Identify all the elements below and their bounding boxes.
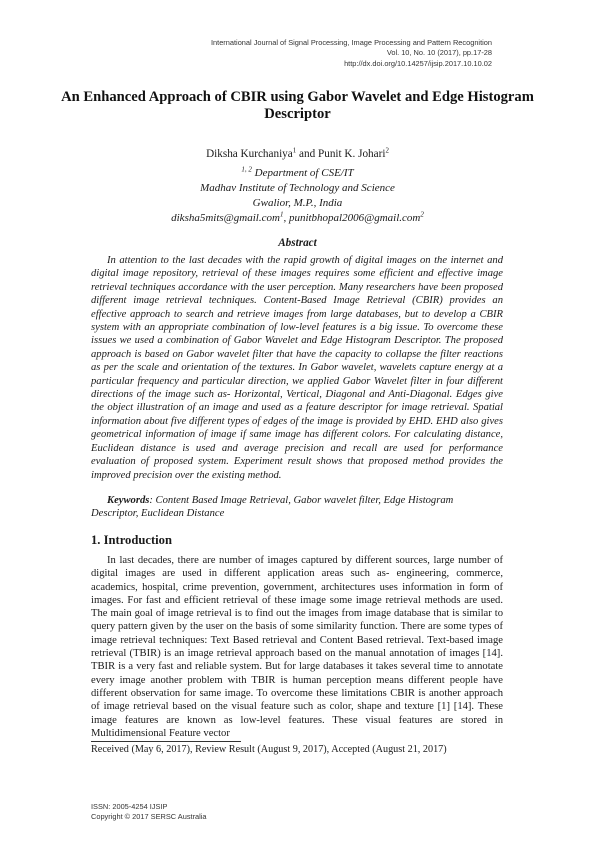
email-1-sup: 1 bbox=[279, 210, 284, 219]
footnote-divider bbox=[91, 741, 241, 742]
author-1-sup: 1 bbox=[292, 146, 297, 155]
email-1[interactable]: diksha5mits@gmail.com bbox=[171, 212, 280, 224]
doi-link[interactable]: http://dx.doi.org/10.14257/ijsip.2017.10.10.02 bbox=[344, 58, 492, 68]
city: Gwalior, M.P., India bbox=[252, 197, 343, 209]
author-2-sup: 2 bbox=[385, 146, 389, 155]
email-separator: , bbox=[283, 212, 289, 224]
affiliation bbox=[0, 166, 595, 226]
running-header bbox=[211, 38, 492, 69]
keywords-label: Keywords bbox=[107, 495, 150, 506]
keywords bbox=[91, 494, 503, 521]
abstract-heading: Abstract bbox=[278, 237, 317, 249]
email-2-sup: 2 bbox=[420, 210, 424, 219]
journal-name: International Journal of Signal Processing, Image Processing and Pattern Recognition bbox=[210, 38, 492, 47]
introduction-text: In last decades, there are number of images captured by different sources, large number of digital images are used in different application areas such as- engineering, commerce, academics, hospital, crime prevention, government, architectures uses information in form of images. For fast and efficient retrieval of these image some image retrieval methods are used. The main goal of image retrieval is to find out the images from image database that is similar to query pattern given by the user on the basis of some similarity function. There are some types of image retrieval techniques: Text Based retrieval and Content Based retrieval. Text-based image retrieval (TBIR) is an image retrieval approach based on the manual annotation of images [14]. TBIR is a very fast and reliable system. But for large databases it takes several time to annotate every image another problem with TBIR is human perception means different people have different observation for same image. To overcome these limitations CBIR is another approach of image retrieval based on the visual feature such as color, shape and texture [1] [14]. These image features are known as low-level features. These visual features are stored in Multidimensional Feature vector bbox=[91, 555, 503, 739]
email-2[interactable]: punitbhopal2006@gmail.com bbox=[288, 212, 421, 224]
paper-title: An Enhanced Approach of CBIR using Gabor Wavelet and Edge Histogram Descriptor bbox=[61, 89, 534, 122]
journal-volume: Vol. 10, No. 10 (2017), pp.17-28 bbox=[386, 48, 492, 58]
section-heading-introduction: 1. Introduction bbox=[91, 533, 172, 547]
author-2: Punit K. Johari bbox=[318, 148, 386, 160]
author-line bbox=[0, 148, 595, 160]
author-conjunction: and bbox=[296, 148, 318, 160]
copyright: Copyright © 2017 SERSC Australia bbox=[91, 812, 207, 822]
page-footer bbox=[91, 802, 207, 823]
department-sup: 1, 2 bbox=[241, 165, 252, 174]
issn: ISSN: 2005-4254 IJSIP bbox=[91, 802, 168, 811]
received-dates: Received (May 6, 2017), Review Result (August 9, 2017), Accepted (August 21, 2017) bbox=[91, 744, 447, 755]
keywords-text: : Content Based Image Retrieval, Gabor wavelet filter, Edge Histogram Descriptor, Euclidean Distance bbox=[91, 495, 454, 520]
institute: Madhav Institute of Technology and Science bbox=[200, 182, 395, 194]
email-line bbox=[0, 211, 595, 226]
abstract-text: In attention to the last decades with the rapid growth of digital images on the internet and digital image repository, retrieval of these images requires some efficient and effective image retrieval techniques accordance with the user perception. Many researchers have been proposed different image retrieval techniques. Content-Based Image Retrieval (CBIR) provides an effective approach to search and retrieve images from large databases, but to develop a CBIR system with an appropriate combination of low-level features is a big issue. To overcome these issues we used a combination of Gabor Wavelet and Edge Histogram Descriptor. The proposed approach is based on Gabor wavelet filter that have the capacity to collapse the filter reactions as per the scale and orientation of the textures. In Gabor wavelet, wavelets capture energy at a particular frequency and particular direction, we applied Gabor Wavelet filter in four different directions of the image such as- Horizontal, Vertical, Diagonal and Anti-Diagonal. Edges give the object illustration of an image and used as a feature descriptor for image retrieval. Spatial information about five different types of edges of the image is provided by EHD. EHD also gives geometrical information of image if same image has different colors. For calculating distance, Euclidean distance is used and average precision and recall are used for performance evaluation of proposed system. Experiment result shows that proposed method provides the improved precision over the existing method. bbox=[91, 255, 503, 481]
department-line bbox=[0, 166, 595, 181]
department: Department of CSE/IT bbox=[251, 167, 354, 179]
author-1: Diksha Kurchaniya bbox=[206, 148, 293, 160]
